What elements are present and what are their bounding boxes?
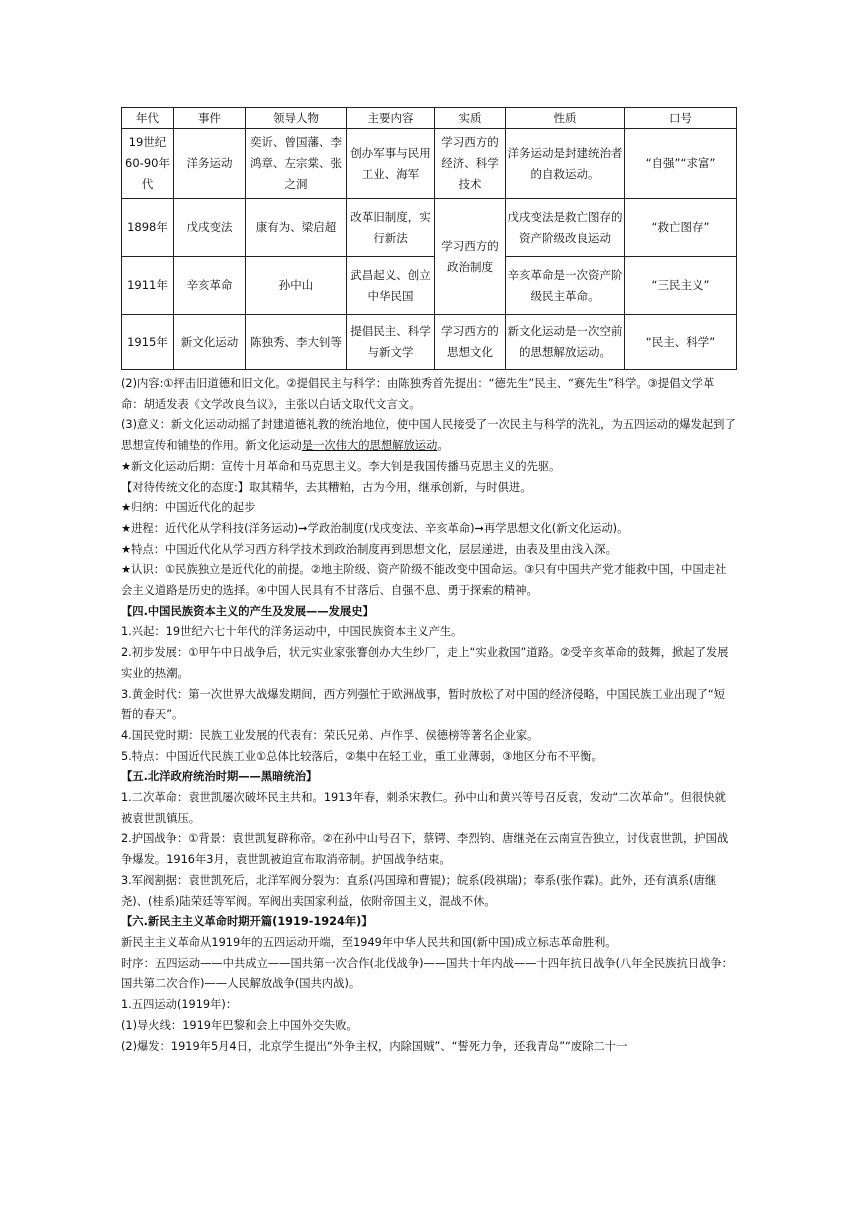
text-run: 。 (437, 439, 449, 453)
paragraph: ★归纳：中国近代化的起步 (121, 501, 256, 515)
cell-era: 19世纪60-90年代 (122, 129, 174, 199)
table-row (122, 129, 737, 199)
cell-era: 1898年 (122, 199, 174, 257)
cell-nature: 新文化运动是一次空前的思想解放运动。 (506, 315, 625, 370)
underlined-text: 是一次伟大的思想解放运动 (301, 439, 438, 453)
cell-content: 改革旧制度，实行新法 (347, 199, 435, 257)
table-header-row (122, 108, 737, 129)
paragraph: ★进程：近代化从学科技(洋务运动)➞学政治制度(戊戌变法、辛亥革命)➞再学思想文化(新文化运动)。 (121, 521, 629, 535)
cell-event: 新文化运动 (174, 315, 246, 370)
cell-event: 辛亥革命 (174, 257, 246, 315)
table-row (122, 315, 737, 370)
cell-content: 创办军事与民用工业、海军 (347, 129, 435, 199)
header-cell: 口号 (625, 108, 737, 129)
paragraph: 5.特点：中国近代民族工业①总体比较落后，②集中在轻工业，重工业薄弱，③地区分布不平衡。 (121, 749, 603, 763)
modernization-table (121, 107, 737, 370)
paragraph: 3.军阀割据：袁世凯死后，北洋军阀分裂为：直系(冯国璋和曹锟)；皖系(段祺瑞)；奉系(张作霖)。此外，还有滇系(唐继尧)、(桂系)陆荣廷等军阀。军阀出卖国家利益，依附帝国主义，混战不休。 (121, 873, 717, 908)
paragraph: ★认识：①民族独立是近代化的前提。②地主阶级、资产阶级不能改变中国命运。③只有中国共产党才能救中国，中国走社会主义道路是历史的选择。④中国人民具有不甘落后、自强不息、勇于探索的精神。 (121, 563, 727, 598)
paragraph: 3.黄金时代：第一次世界大战爆发期间，西方列强忙于欧洲战事，暂时放松了对中国的经济侵略，中国民族工业出现了“短暂的春天”。 (121, 687, 726, 722)
paragraph: ★特点：中国近代化从学习西方科学技术到政治制度再到思想文化，层层递进，由表及里由浅入深。 (121, 542, 617, 556)
cell-content: 武昌起义、创立中华民国 (347, 257, 435, 315)
paragraph: 时序：五四运动——中共成立——国共第一次合作(北伐战争)——国共十年内战——十四年抗日战争(八年全民族抗日战争：国共第二次合作)——人民解放战争(国共内战)。 (121, 956, 733, 991)
cell-leaders: 陈独秀、李大钊等 (246, 315, 347, 370)
notes-body (121, 374, 736, 1057)
section-heading: 【五.北洋政府统治时期——黑暗统治】 (121, 770, 318, 784)
header-cell: 性质 (506, 108, 625, 129)
text-run: (3)意义：新文化运动动摇了封建道德礼教的统治地位，使中国人民接受了一次民主与科学的洗礼，为五四运动的爆发起到了思想宣传和铺垫的作用。新文化运动 (121, 418, 736, 453)
paragraph: 2.初步发展：①甲午中日战争后，状元实业家张謇创办大生纱厂，走上“实业救国”道路。②受辛亥革命的鼓舞，掀起了发展实业的热潮。 (121, 646, 729, 680)
paragraph: (1)导火线：1919年巴黎和会上中国外交失败。 (121, 1018, 358, 1032)
header-cell: 主要内容 (347, 108, 435, 129)
cell-content: 提倡民主、科学与新文学 (347, 315, 435, 370)
header-cell: 实质 (435, 108, 506, 129)
header-cell: 领导人物 (246, 108, 347, 129)
cell-essence: 学习西方的政治制度 (435, 199, 506, 315)
cell-nature: 洋务运动是封建统治者的自救运动。 (506, 129, 625, 199)
cell-essence: 学习西方的思想文化 (435, 315, 506, 370)
document-page (121, 107, 736, 1057)
section-heading: 【四.中国民族资本主义的产生及发展——发展史】 (121, 604, 374, 618)
cell-event: 戊戌变法 (174, 199, 246, 257)
cell-nature: 辛亥革命是一次资产阶级民主革命。 (506, 257, 625, 315)
cell-slogan: “自强”“求富” (625, 129, 737, 199)
paragraph: 1.五四运动(1919年)： (121, 998, 238, 1012)
paragraph: (2)内容:①抨击旧道德和旧文化。②提倡民主与科学：由陈独秀首先提出：“德先生”民主、“赛先生”科学。③提倡文学革命：胡适发表《文学改良刍议》，主张以白话文取代文言文。 (121, 377, 715, 411)
table-row (122, 257, 737, 315)
cell-event: 洋务运动 (174, 129, 246, 199)
paragraph: ★新文化运动后期：宣传十月革命和马克思主义。李大钊是我国传播马克思主义的先驱。 (121, 459, 561, 473)
section-heading: 【六.新民主主义革命时期开篇(1919-1924年)】 (121, 915, 373, 929)
paragraph: 4.国民党时期：民族工业发展的代表有：荣氏兄弟、卢作孚、侯德榜等著名企业家。 (121, 728, 539, 742)
paragraph: (2)爆发：1919年5月4日，北京学生提出“外争主权，内除国贼”、“誓死力争，还我青岛”“废除二十一 (121, 1039, 628, 1053)
paragraph: 新民主主义革命从1919年的五四运动开端，至1949年中华人民共和国(新中国)成立标志革命胜利。 (121, 935, 617, 949)
cell-nature: 戊戌变法是救亡图存的资产阶级改良运动 (506, 199, 625, 257)
cell-leaders: 奕䜣、曾国藩、李鸿章、左宗棠、张之洞 (246, 129, 347, 199)
cell-slogan: “三民主义” (625, 257, 737, 315)
paragraph (121, 415, 736, 456)
cell-era: 1911年 (122, 257, 174, 315)
cell-leaders: 孙中山 (246, 257, 347, 315)
paragraph: 2.护国战争：①背景：袁世凯复辟称帝。②在孙中山号召下，蔡锷、李烈钧、唐继尧在云南宣告独立，讨伐袁世凯，护国战争爆发。1916年3月，袁世凯被迫宣布取消帝制。护国战争结束。 (121, 832, 729, 867)
cell-era: 1915年 (122, 315, 174, 370)
cell-slogan: “救亡图存” (625, 199, 737, 257)
cell-slogan: “民主、科学” (625, 315, 737, 370)
cell-leaders: 康有为、梁启超 (246, 199, 347, 257)
header-cell: 事件 (174, 108, 246, 129)
paragraph: 1.二次革命：袁世凯屡次破坏民主共和。1913年春，刺杀宋教仁。孙中山和黄兴等号召反袁，发动“二次革命”。但很快就被袁世凯镇压。 (121, 791, 726, 825)
header-cell: 年代 (122, 108, 174, 129)
cell-essence: 学习西方的经济、科学技术 (435, 129, 506, 199)
table-row (122, 199, 737, 257)
paragraph: 【对待传统文化的态度:】取其精华，去其糟粕，古为今用，继承创新，与时俱进。 (121, 480, 532, 494)
paragraph: 1.兴起：19世纪六七十年代的洋务运动中，中国民族资本主义产生。 (121, 625, 463, 639)
